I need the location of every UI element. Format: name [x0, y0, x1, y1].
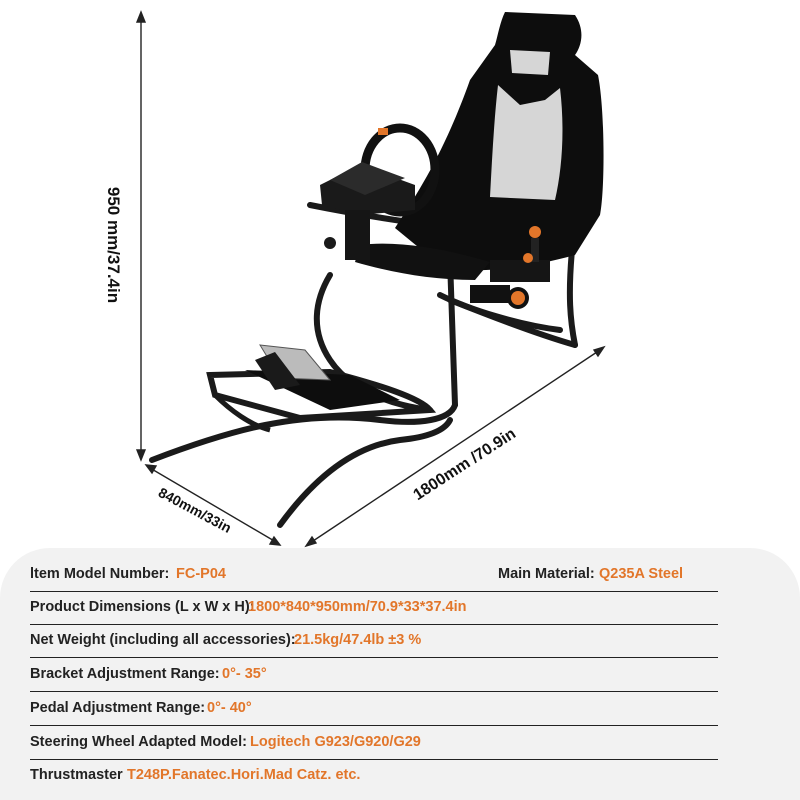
seat: [355, 12, 604, 280]
spec-label: Bracket Adjustment Range:: [30, 666, 220, 682]
spec-value: Q235A Steel: [599, 566, 684, 582]
spec-value: 1800*840*950mm/70.9*33*37.4in: [248, 599, 467, 615]
width-dimension-label: 840mm/33in: [155, 484, 235, 536]
spec-row-bracket: [30, 658, 718, 692]
length-dimension-label: 1800mm /70.9in: [410, 425, 519, 504]
spec-label: ltem Model Number:: [30, 566, 170, 582]
spec-label: Pedal Adjustment Range:: [30, 700, 206, 716]
spec-row-pedal: [30, 692, 718, 726]
spec-value: T248P.Fanatec.Hori.Mad Catz. etc.: [127, 767, 361, 783]
spec-value: FC-P04: [176, 566, 226, 582]
spec-value: 21.5kg/47.4lb ±3 %: [294, 632, 422, 648]
spec-row-model: [30, 558, 718, 592]
spec-value: Logitech G923/G920/G29: [250, 734, 421, 750]
spec-row-weight: [30, 624, 718, 658]
spec-label: Thrustmaster: [30, 767, 123, 783]
spec-row-thrustmaster: [30, 759, 718, 792]
spec-label: Net Weight (including all accessories):: [30, 632, 296, 648]
spec-value: 0°- 40°: [207, 700, 252, 716]
spec-value: 0°- 35°: [222, 666, 267, 682]
height-dimension-label: 950 mm/37.4in: [104, 186, 123, 304]
spec-row-wheel: [30, 726, 718, 760]
pedal-tray: [210, 345, 430, 430]
spec-panel: [0, 548, 800, 800]
spec-label: Main Material:: [498, 566, 595, 582]
spec-label: Product Dimensions (L x W x H):: [30, 599, 255, 615]
spec-row-dimensions: [30, 591, 718, 625]
spec-label: Steering Wheel Adapted Model:: [30, 734, 247, 750]
